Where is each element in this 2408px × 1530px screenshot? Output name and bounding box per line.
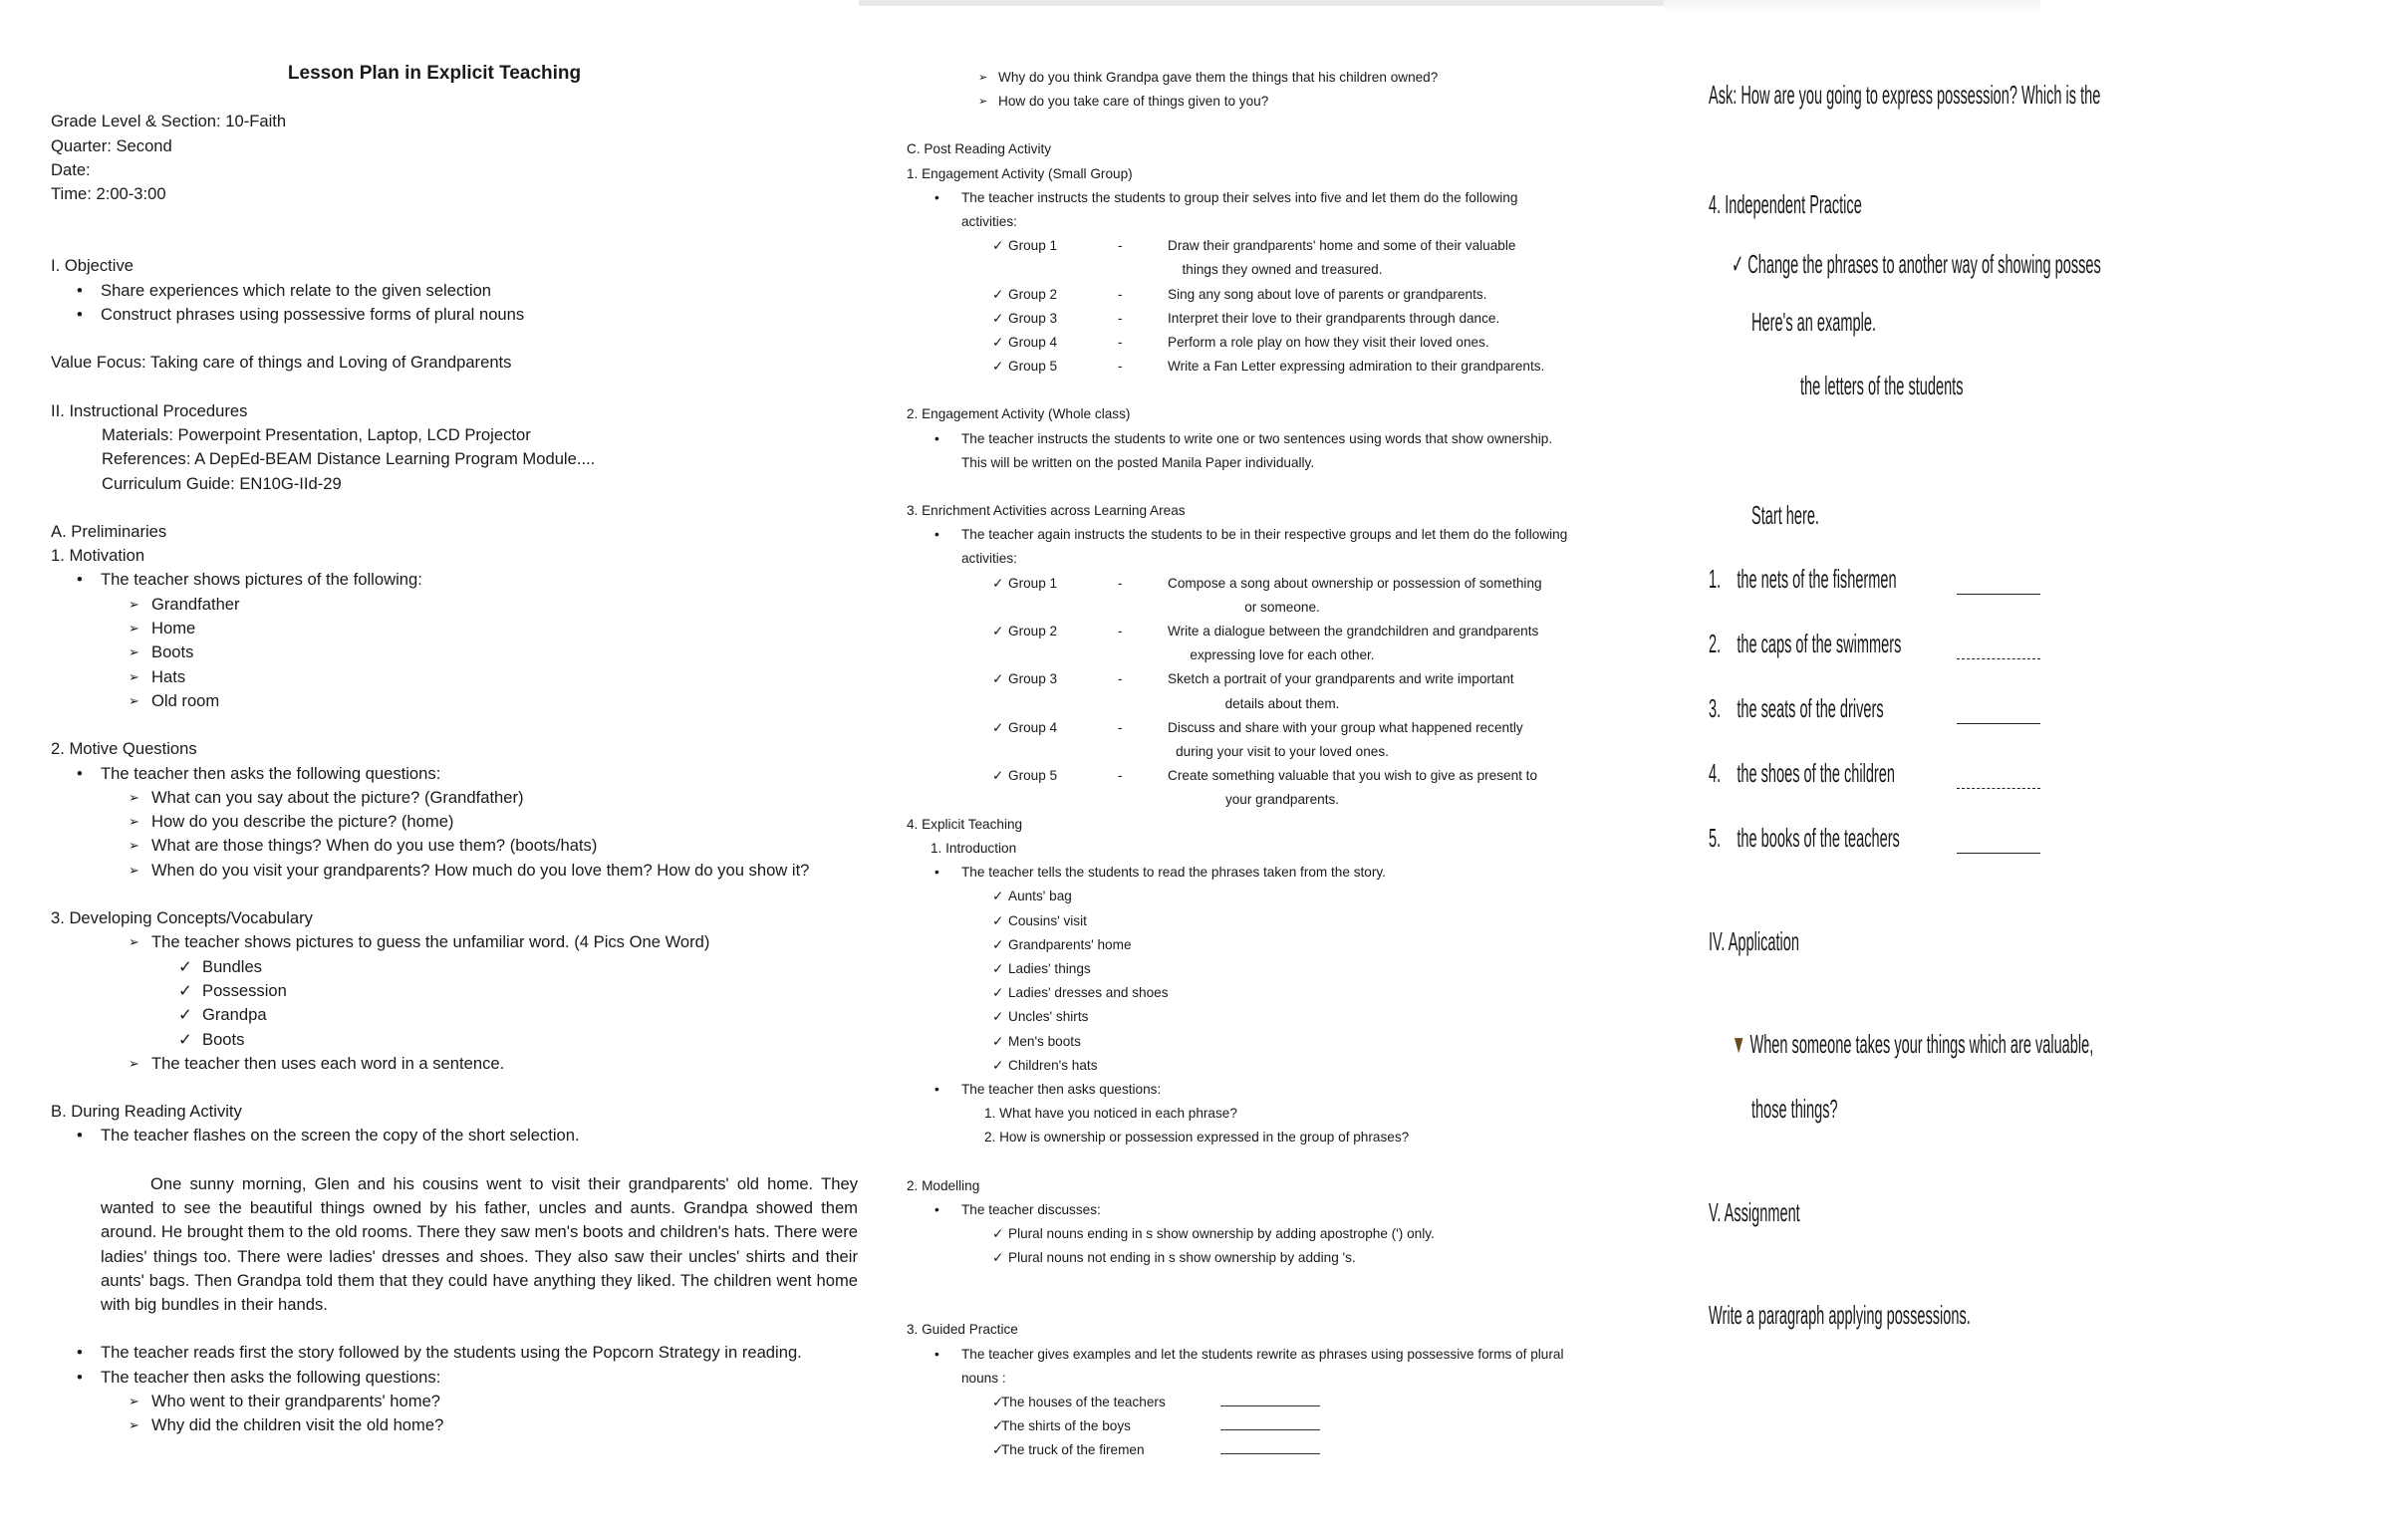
- practice-item: 1. the nets of the fishermen: [1709, 564, 1897, 594]
- date: Date:: [51, 159, 91, 179]
- explicit-bullet: • The teacher tells the students to read the phrases taken from the story.: [907, 861, 1664, 885]
- modelling-rule: ✓ Plural nouns ending in s show ownership by adding apostrophe (') only.: [907, 1222, 1664, 1246]
- guided-item: ✓ The shirts of the boys: [907, 1414, 1664, 1438]
- vocabulary-word: ✓ Grandpa: [51, 1003, 859, 1027]
- vocabulary-word: ✓ Boots: [51, 1028, 859, 1052]
- application-heading: IV. Application: [1709, 926, 1799, 956]
- group-activity: ✓ Group 1 - Draw their grandparents' home and some of their valuable things they owned and treasured.: [907, 234, 1664, 282]
- independent-instruction: ✓ Change the phrases to another way of showing posses: [1732, 249, 2101, 279]
- group-activity: ✓ Group 4 - Perform a role play on how they visit their loved ones.: [907, 331, 1664, 355]
- phrase-item: ✓ Men's boots: [907, 1030, 1664, 1054]
- engagement-whole-instruction-cont: This will be written on the posted Manila Paper individually.: [961, 454, 1315, 470]
- enrichment-instruction: • The teacher again instructs the students to be in their respective groups and let them do the following: [907, 523, 1664, 547]
- motive-question: ➢ How do you describe the picture? (home): [51, 810, 859, 834]
- answer-blank: [1957, 788, 2040, 789]
- assignment-text: Write a paragraph applying possessions.: [1709, 1300, 1971, 1330]
- phrase-item: ✓ Ladies' dresses and shoes: [907, 981, 1664, 1005]
- motive-questions-heading: 2. Motive Questions: [51, 739, 197, 759]
- guided-instruction-cont: nouns :: [961, 1370, 1006, 1386]
- objective-item: • Construct phrases using possessive forms of plural nouns: [51, 303, 859, 327]
- bullet-icon: ▼: [1732, 1029, 1746, 1059]
- procedures-heading: II. Instructional Procedures: [51, 400, 248, 420]
- objective-heading: I. Objective: [51, 256, 134, 276]
- lesson-plan-page-2: [859, 0, 1664, 1530]
- engagement-small-instruction: • The teacher instructs the students to group their selves into five and let them do the following: [907, 186, 1664, 210]
- explicit-intro: 1. Introduction: [931, 840, 1017, 856]
- vocabulary-instruction: ➢ The teacher shows pictures to guess the unfamiliar word. (4 Pics One Word): [51, 930, 859, 954]
- vocabulary-sentence: ➢ The teacher then uses each word in a sentence.: [51, 1052, 859, 1076]
- engagement-small-heading: 1. Engagement Activity (Small Group): [907, 165, 1133, 181]
- phrase-item: ✓ Ladies' things: [907, 957, 1664, 981]
- phrase-item: ✓ Uncles' shirts: [907, 1005, 1664, 1029]
- enrichment-heading: 3. Enrichment Activities across Learning Areas: [907, 503, 1186, 519]
- during-reading-heading: B. During Reading Activity: [51, 1102, 242, 1122]
- value-focus: Value Focus: Taking care of things and Loving of Grandparents: [51, 353, 512, 373]
- vocabulary-heading: 3. Developing Concepts/Vocabulary: [51, 908, 313, 928]
- answer-blank: [1957, 658, 2040, 659]
- time: Time: 2:00-3:00: [51, 184, 166, 204]
- phrase-item: ✓ Grandparents' home: [907, 933, 1664, 957]
- grade-level: Grade Level & Section: 10-Faith: [51, 112, 287, 131]
- motivation-bullet: • The teacher shows pictures of the following:: [51, 568, 859, 592]
- assignment-heading: V. Assignment: [1709, 1197, 1800, 1227]
- explicit-bullet-2: • The teacher then asks questions:: [907, 1078, 1664, 1102]
- motivation-heading: 1. Motivation: [51, 546, 145, 566]
- answer-blank: [1220, 1441, 1320, 1454]
- guided-item: ✓ The truck of the firemen: [907, 1438, 1664, 1462]
- answer-blank: [1220, 1394, 1320, 1406]
- application-question-cont: those things?: [1751, 1094, 1838, 1124]
- post-reading-heading: C. Post Reading Activity: [907, 141, 1052, 157]
- motive-questions-bullet: • The teacher then asks the following questions:: [51, 762, 859, 786]
- guided-item: ✓ The houses of the teachers: [907, 1391, 1664, 1414]
- group-activity: ✓ Group 2 - Sing any song about love of parents or grandparents.: [907, 283, 1664, 307]
- modelling-rule: ✓ Plural nouns not ending in s show ownership by adding 's.: [907, 1246, 1664, 1270]
- motive-question: ➢ What are those things? When do you use them? (boots/hats): [51, 834, 859, 858]
- top-question: ➢ Why do you think Grandpa gave them the things that his children owned?: [907, 66, 1664, 90]
- engagement-small-instruction-cont: activities:: [961, 214, 1017, 230]
- answer-blank: [1957, 853, 2040, 854]
- reading-bullet: • The teacher then asks the following questions:: [51, 1366, 859, 1390]
- picture-item: ➢ Home: [51, 617, 859, 640]
- application-question: ▼ When someone takes your things which are valuable,: [1732, 1029, 2094, 1059]
- top-question: ➢ How do you take care of things given to you?: [907, 90, 1664, 114]
- group-activity: ✓ Group 5 - Create something valuable that you wish to give as present to your grandparents.: [907, 764, 1664, 812]
- group-activity: ✓ Group 3 - Interpret their love to their grandparents through dance.: [907, 307, 1664, 331]
- reading-question: ➢ Who went to their grandparents' home?: [51, 1390, 859, 1413]
- vocabulary-word: ✓ Bundles: [51, 955, 859, 979]
- motive-question: ➢ What can you say about the picture? (Grandfather): [51, 786, 859, 810]
- group-activity: ✓ Group 2 - Write a dialogue between the grandchildren and grandparents expressing love for each other.: [907, 620, 1664, 667]
- quarter: Quarter: Second: [51, 135, 172, 155]
- phrase-item: ✓ Aunts' bag: [907, 885, 1664, 908]
- motive-question: ➢ When do you visit your grandparents? How much do you love them? How do you show it?: [51, 859, 859, 883]
- answer-blank: [1220, 1417, 1320, 1430]
- practice-item: 4. the shoes of the children: [1709, 758, 1895, 788]
- guided-instruction: • The teacher gives examples and let the students rewrite as phrases using possessive forms of plural: [907, 1343, 1664, 1367]
- phrase-item: ✓ Children's hats: [907, 1054, 1664, 1078]
- modelling-heading: 2. Modelling: [907, 1177, 980, 1193]
- reading-bullet: • The teacher reads first the story followed by the students using the Popcorn Strategy in reading.: [51, 1341, 859, 1365]
- lesson-plan-page-1: [0, 0, 859, 1530]
- lesson-plan-page-3: [1664, 0, 2101, 1530]
- modelling-bullet: • The teacher discusses:: [907, 1198, 1664, 1222]
- practice-item: 5. the books of the teachers: [1709, 823, 1900, 853]
- explicit-heading: 4. Explicit Teaching: [907, 816, 1023, 832]
- materials: Materials: Powerpoint Presentation, Laptop, LCD Projector: [102, 424, 531, 444]
- group-activity: ✓ Group 3 - Sketch a portrait of your grandparents and write important details about them.: [907, 667, 1664, 715]
- practice-item: 3. the seats of the drivers: [1709, 693, 1884, 723]
- engagement-whole-instruction: • The teacher instructs the students to write one or two sentences using words that show ownership.: [907, 427, 1664, 451]
- vocabulary-word: ✓ Possession: [51, 979, 859, 1003]
- reading-question: ➢ Why did the children visit the old home?: [51, 1413, 859, 1437]
- during-reading-bullet: • The teacher flashes on the screen the copy of the short selection.: [51, 1124, 859, 1148]
- picture-item: ➢ Grandfather: [51, 593, 859, 617]
- explicit-question: 2. How is ownership or possession expressed in the group of phrases?: [984, 1130, 1410, 1146]
- references: References: A DepEd-BEAM Distance Learning Program Module....: [102, 449, 596, 469]
- start-here: Start here.: [1751, 500, 1819, 530]
- group-activity: ✓ Group 5 - Write a Fan Letter expressing admiration to their grandparents.: [907, 355, 1664, 379]
- answer-blank: [1957, 723, 2040, 724]
- curriculum-guide: Curriculum Guide: EN10G-IId-29: [102, 473, 342, 493]
- ask-question: Ask: How are you going to express possession? Which is the: [1709, 80, 2101, 110]
- example-phrase: the letters of the students: [1800, 371, 1964, 400]
- group-activity: ✓ Group 4 - Discuss and share with your group what happened recently during your visit to your loved ones.: [907, 716, 1664, 764]
- practice-item: 2. the caps of the swimmers: [1709, 629, 1902, 658]
- group-activity: ✓ Group 1 - Compose a song about ownership or possession of something or someone.: [907, 572, 1664, 620]
- answer-blank: [1957, 594, 2040, 595]
- document-title: Lesson Plan in Explicit Teaching: [287, 63, 582, 84]
- objective-item: • Share experiences which relate to the given selection: [51, 279, 859, 303]
- picture-item: ➢ Boots: [51, 640, 859, 664]
- explicit-question: 1. What have you noticed in each phrase?: [984, 1106, 1237, 1122]
- guided-heading: 3. Guided Practice: [907, 1322, 1018, 1338]
- picture-item: ➢ Hats: [51, 665, 859, 689]
- engagement-whole-heading: 2. Engagement Activity (Whole class): [907, 406, 1131, 422]
- enrichment-instruction-cont: activities:: [961, 551, 1017, 567]
- preliminaries-heading: A. Preliminaries: [51, 521, 167, 541]
- example-label: Here's an example.: [1751, 307, 1876, 337]
- phrase-item: ✓ Cousins' visit: [907, 909, 1664, 933]
- picture-item: ➢ Old room: [51, 689, 859, 713]
- story-paragraph: One sunny morning, Glen and his cousins went to visit their grandparents' old home. They wanted to see the beautiful things owned by his father, uncles and aunts. Grandpa showed them around. He brought them to the old rooms. There they saw men's boots and children's hats. There were ladies' things too. There were ladies' dresses and shoes. They also saw their uncles' shirts and their aunts' bags. Then Grandpa told them that they could have anything they liked. The children went home with big bundles in their hands.: [101, 1173, 858, 1315]
- independent-practice-heading: 4. Independent Practice: [1709, 189, 1862, 219]
